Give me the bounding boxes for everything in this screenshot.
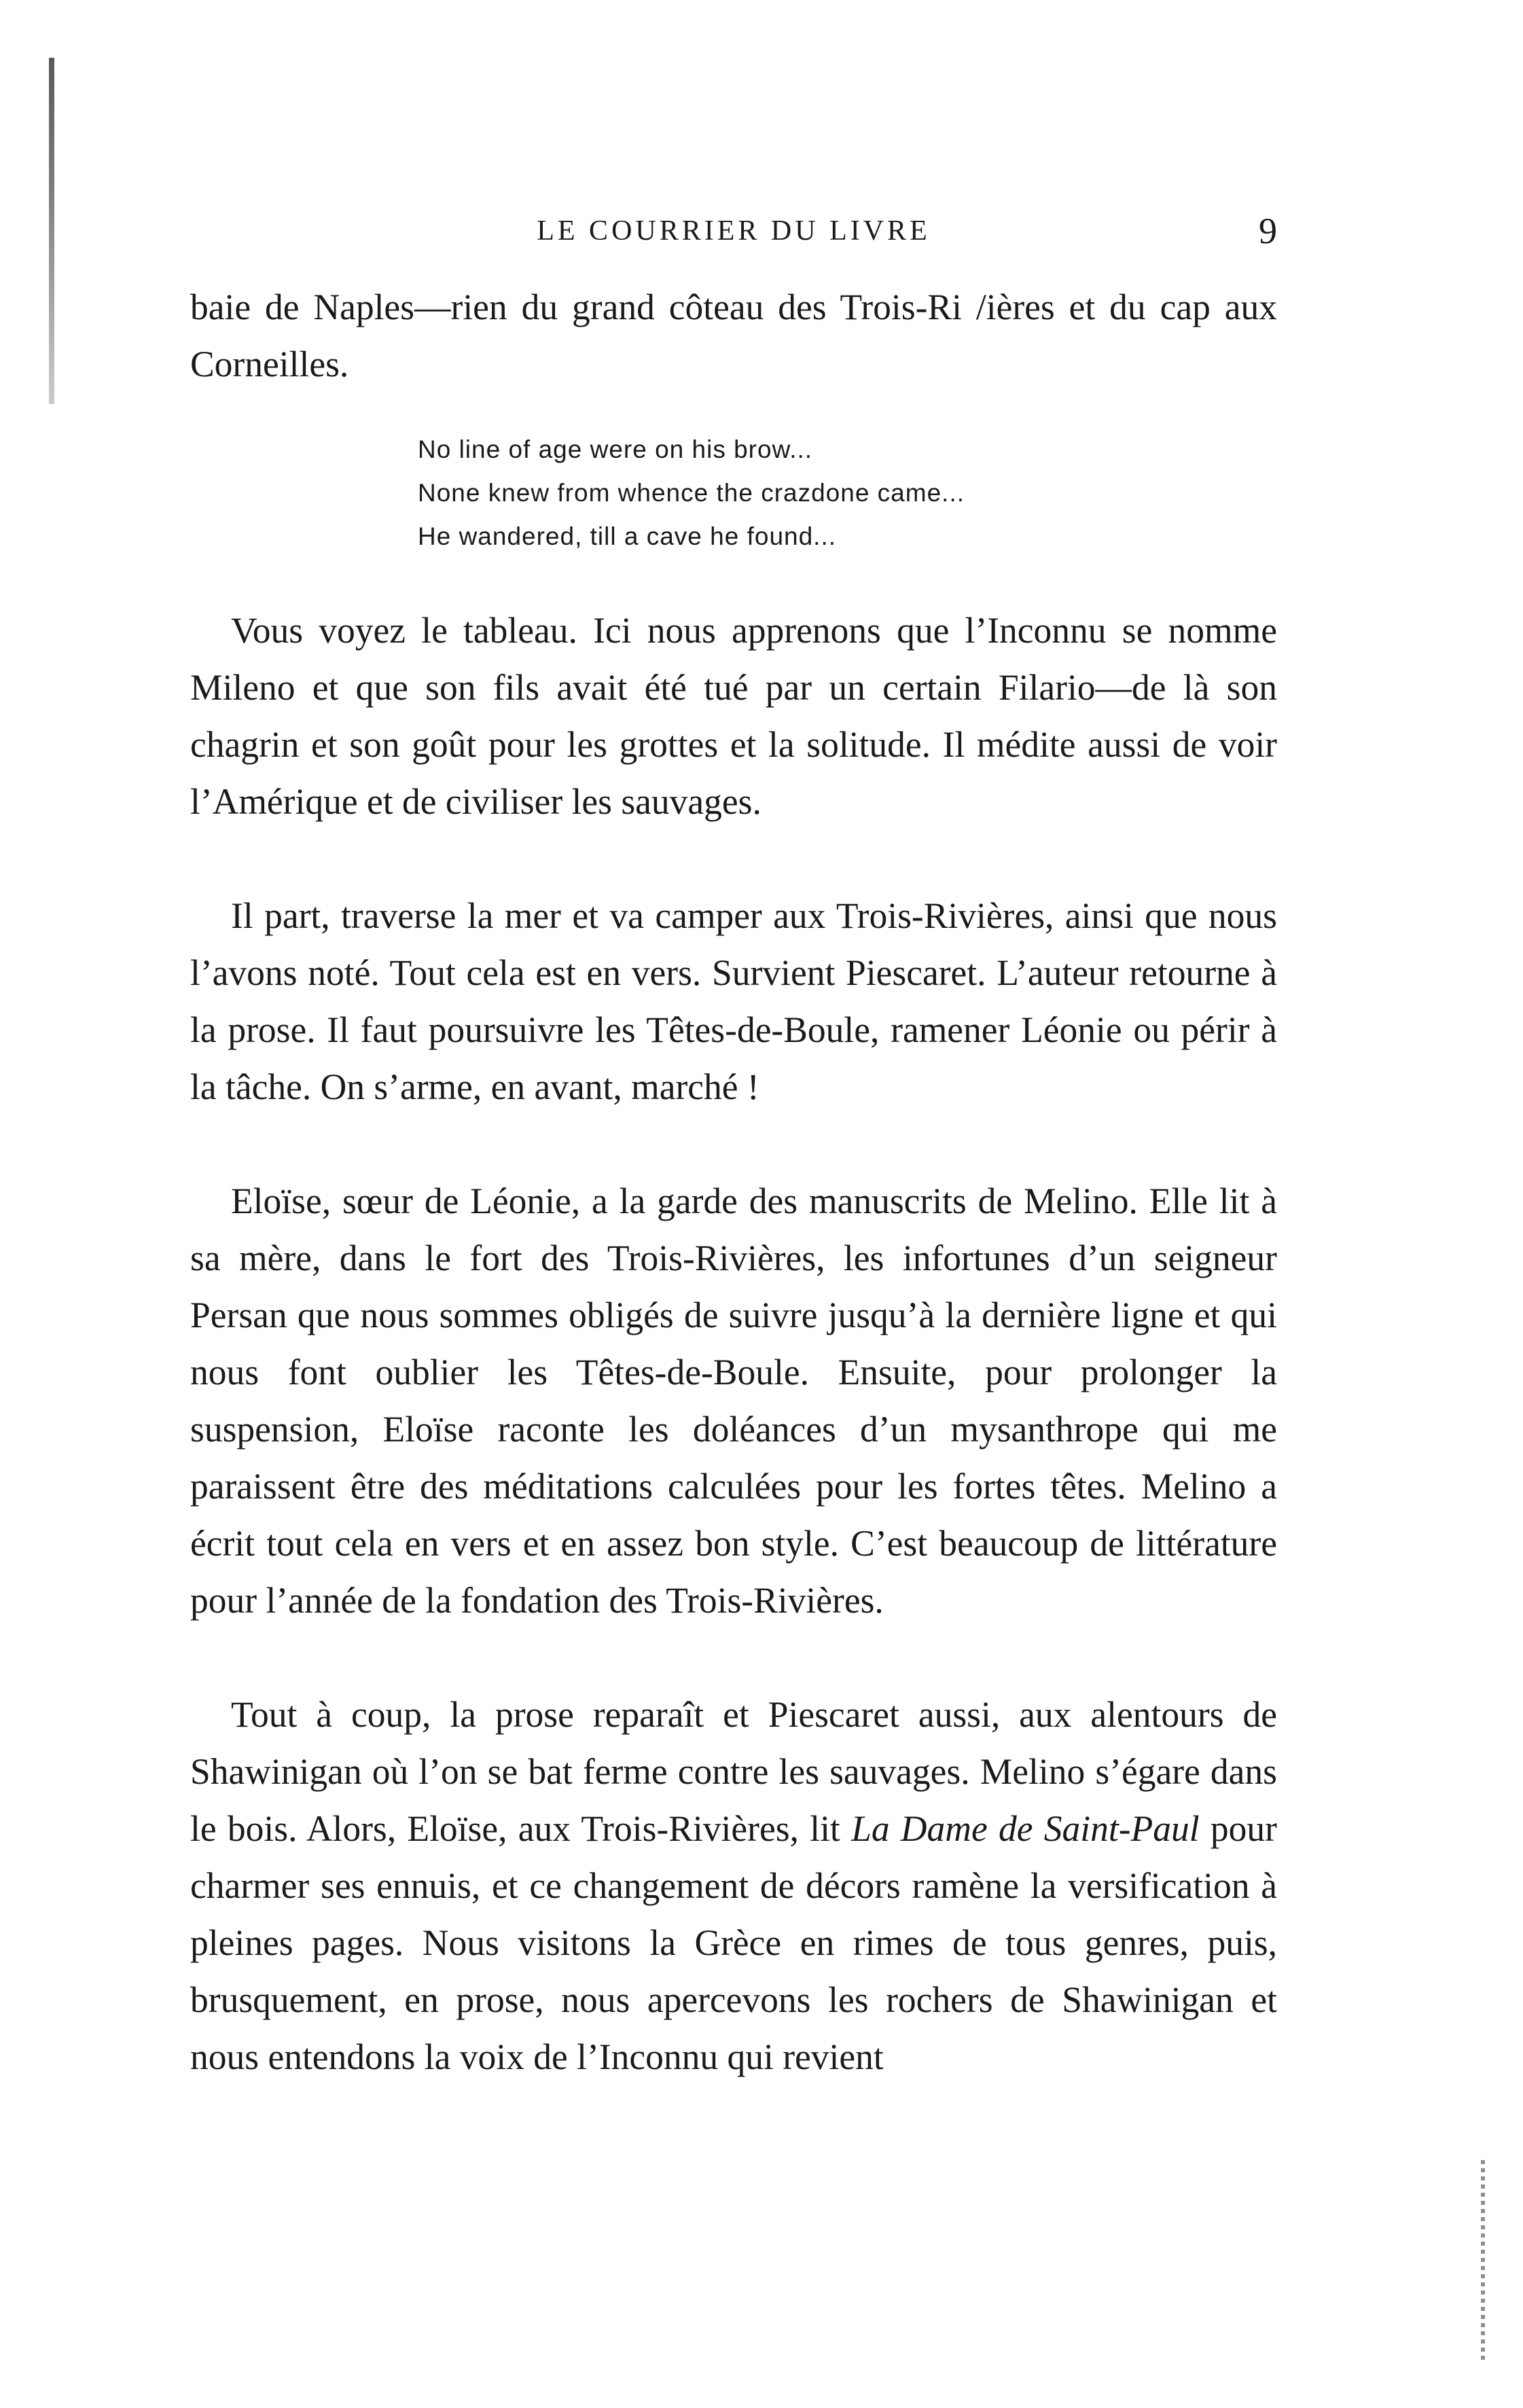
page-body	[190, 278, 1277, 2085]
paragraph: Il part, traverse la mer et va camper aux Trois-Rivières, ainsi que nous l’avons noté. Tout cela est en vers. Survient Piescaret. L’auteur retourne à la prose. Il faut poursuivre les Têtes-de-Boule, ramener Léonie ou périr à la tâche. On s’arme, en avant, marché !	[190, 895, 1277, 1107]
paragraph-last	[190, 1686, 1277, 2085]
paragraph: Vous voyez le tableau. Ici nous apprenons que l’Inconnu se nomme Mileno et que son fils avait été tué par un certain Filario—de là son chagrin et son goût pour les grottes et la solitude. Il médite aussi de voir l’Amérique et de civiliser les sauvages.	[190, 610, 1277, 822]
running-head	[183, 207, 1284, 255]
verse-line: He wandered, till a cave he found...	[418, 522, 837, 550]
verse-line: None knew from whence the crazdone came...	[418, 479, 965, 507]
paragraph: Eloïse, sœur de Léonie, a la garde des manuscrits de Melino. Elle lit à sa mère, dans le fort des Trois-Rivières, les infortunes d’un seigneur Persan que nous sommes obligés de suivre jusqu’à la dernière ligne et qui nous font oublier les Têtes-de-Boule. Ensuite, pour prolonger la suspension, Eloïse raconte les doléances d’un mysanthrope qui me paraissent être des méditations calculées pour les fortes têtes. Melino a écrit tout cela en vers et en assez bon style. C’est beaucoup de littérature pour l’année de la fondation des Trois-Rivières.	[190, 1181, 1277, 1621]
book-title: La Dame de Saint-Paul	[851, 1808, 1200, 1849]
paragraph-text: pour charmer ses ennuis, et ce changement de décors ramène la versification à pleines pages. Nous visitons la Grèce en rimes de tous genres, puis, brusquement, en prose, nous apercevons les rochers de Shawinigan et nous entendons la voix de l’Inconnu qui revient	[190, 1808, 1277, 2077]
scan-edge-mark	[49, 58, 54, 404]
paragraph-text: Tout à coup, la prose reparaît et Piescaret aussi, aux alentours de Shawinigan où l’on se bat ferme contre les sauvages. Melino s’égare dans le bois. Alors, Eloïse, aux Trois-Rivières, lit	[190, 1694, 1277, 1849]
continued-paragraph: baie de Naples—rien du grand côteau des Trois-Ri /ières et du cap aux Corneilles.	[190, 287, 1277, 384]
verse-line: No line of age were on his brow...	[418, 435, 813, 463]
verse-quote	[418, 428, 1277, 558]
scan-edge-mark-right	[1481, 2160, 1485, 2364]
page-number: 9	[1259, 211, 1277, 251]
running-title: LE COURRIER DU LIVRE	[537, 215, 931, 247]
